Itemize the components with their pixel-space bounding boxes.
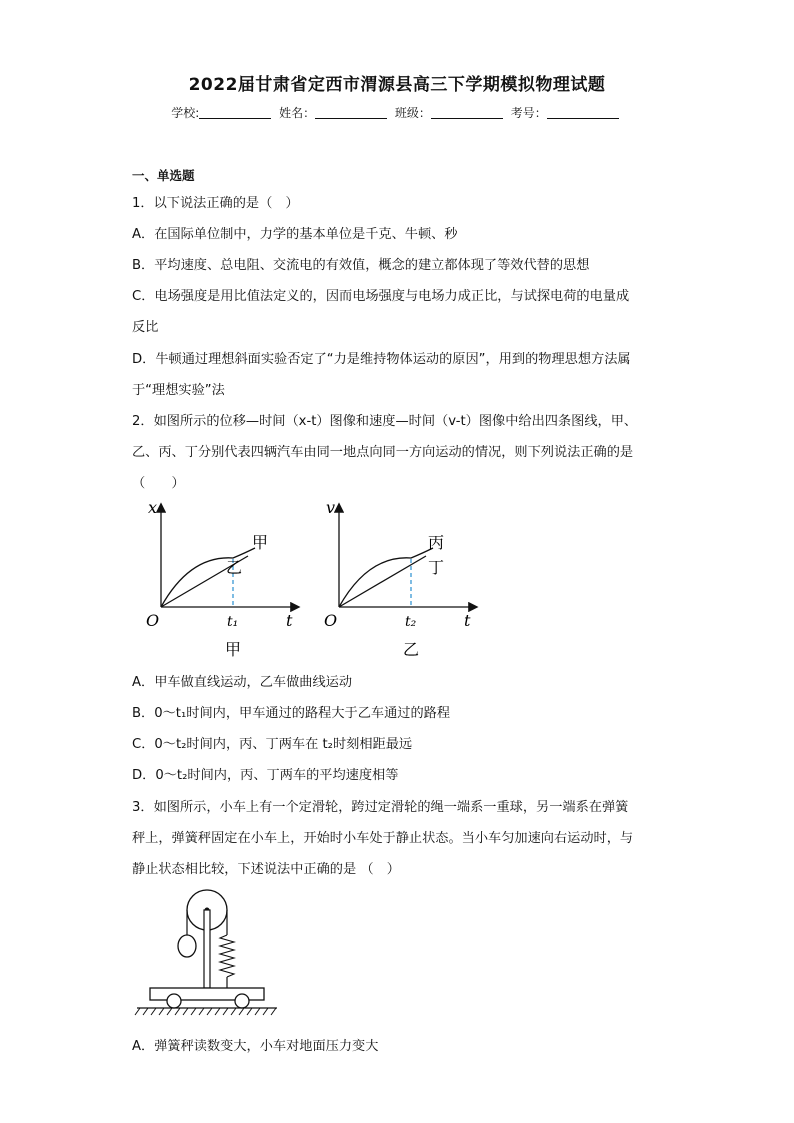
page-title: 2022届甘肃省定西市渭源县高三下学期模拟物理试题 <box>188 75 606 95</box>
vt-tick-t2: t₂ <box>405 614 417 630</box>
q2-option-d: D．0～t₂时间内，丙、丁两车的平均速度相等 <box>132 768 399 783</box>
spring-scale <box>220 935 234 977</box>
q2-option-c: C．0～t₂时间内，丙、丁两车在 t₂时刻相距最远 <box>132 737 413 752</box>
name-label: 姓名： <box>279 106 316 120</box>
xt-graph <box>140 495 310 665</box>
cart-wheel-left <box>167 994 181 1008</box>
cart-pulley-figure <box>132 880 282 1020</box>
cart-wheel-right <box>235 994 249 1008</box>
number-label: 考号： <box>510 106 547 120</box>
school-label: 学校: <box>171 106 200 120</box>
hanging-ball <box>178 935 196 957</box>
xt-y-label: x <box>148 498 158 517</box>
vt-caption: 乙 <box>403 640 420 659</box>
q2-stem-line3: （ ） <box>132 476 185 491</box>
class-label: 班级： <box>394 106 431 120</box>
class-blank[interactable] <box>431 106 503 119</box>
q3-option-a: A．弹簧秤读数变大，小车对地面压力变大 <box>132 1039 379 1054</box>
q2-option-b: B．0～t₁时间内，甲车通过的路程大于乙车通过的路程 <box>132 706 451 721</box>
q1-option-b: B．平均速度、总电阻、交流电的有效值，概念的建立都体现了等效代替的思想 <box>132 258 590 273</box>
q3-stem-line3: 静止状态相比较，下述说法中正确的是 （ ） <box>132 862 400 877</box>
xt-line-label: 乙 <box>226 558 243 577</box>
q1-option-c-line2: 反比 <box>132 320 159 335</box>
q1-option-d-line1: D．牛顿通过理想斜面实验否定了“力是维持物体运动的原因”，用到的物理思想方法属 <box>132 352 631 367</box>
number-blank[interactable] <box>547 106 619 119</box>
vt-curve-label: 丙 <box>428 533 445 552</box>
vt-origin-label: O <box>324 611 338 630</box>
school-blank[interactable] <box>199 106 271 119</box>
q1-option-a: A．在国际单位制中，力学的基本单位是千克、牛顿、秒 <box>132 227 458 242</box>
ground-hatch <box>135 1008 276 1015</box>
vt-line-ding <box>339 556 426 607</box>
xt-tick-t1: t₁ <box>227 614 239 630</box>
q3-stem-line2: 秤上，弹簧秤固定在小车上，开始时小车处于静止状态。当小车匀加速向右运动时，与 <box>132 831 634 846</box>
name-blank[interactable] <box>315 106 387 119</box>
vt-x-label: t <box>464 611 471 630</box>
q1-option-d-line2: 于“理想实验”法 <box>132 383 225 398</box>
xt-x-label: t <box>286 611 293 630</box>
q1-option-c-line1: C．电场强度是用比值法定义的，因而电场强度与电场力成正比，与试探电荷的电量成 <box>132 289 630 304</box>
vt-graph <box>318 495 488 665</box>
q2-stem-line2: 乙、丙、丁分别代表四辆汽车由同一地点向同一方向运动的情况，则下列说法正确的是 <box>132 445 634 460</box>
q2-stem-line1: 2．如图所示的位移—时间（x-t）图像和速度—时间（v-t）图像中给出四条图线，甲、 <box>132 414 638 429</box>
q1-stem: 1．以下说法正确的是（ ） <box>132 196 299 211</box>
q2-option-a: A．甲车做直线运动，乙车做曲线运动 <box>132 675 353 690</box>
xt-origin-label: O <box>146 611 160 630</box>
vt-y-label: v <box>326 498 336 517</box>
vt-line-label: 丁 <box>428 558 445 577</box>
xt-curve-label: 甲 <box>252 533 269 552</box>
xt-caption: 甲 <box>225 640 242 659</box>
pulley-post <box>204 910 210 988</box>
section-heading: 一、单选题 <box>132 168 195 183</box>
student-info-row <box>0 104 794 121</box>
q3-stem-line1: 3．如图所示，小车上有一个定滑轮，跨过定滑轮的绳一端系一重球，另一端系在弹簧 <box>132 800 629 815</box>
